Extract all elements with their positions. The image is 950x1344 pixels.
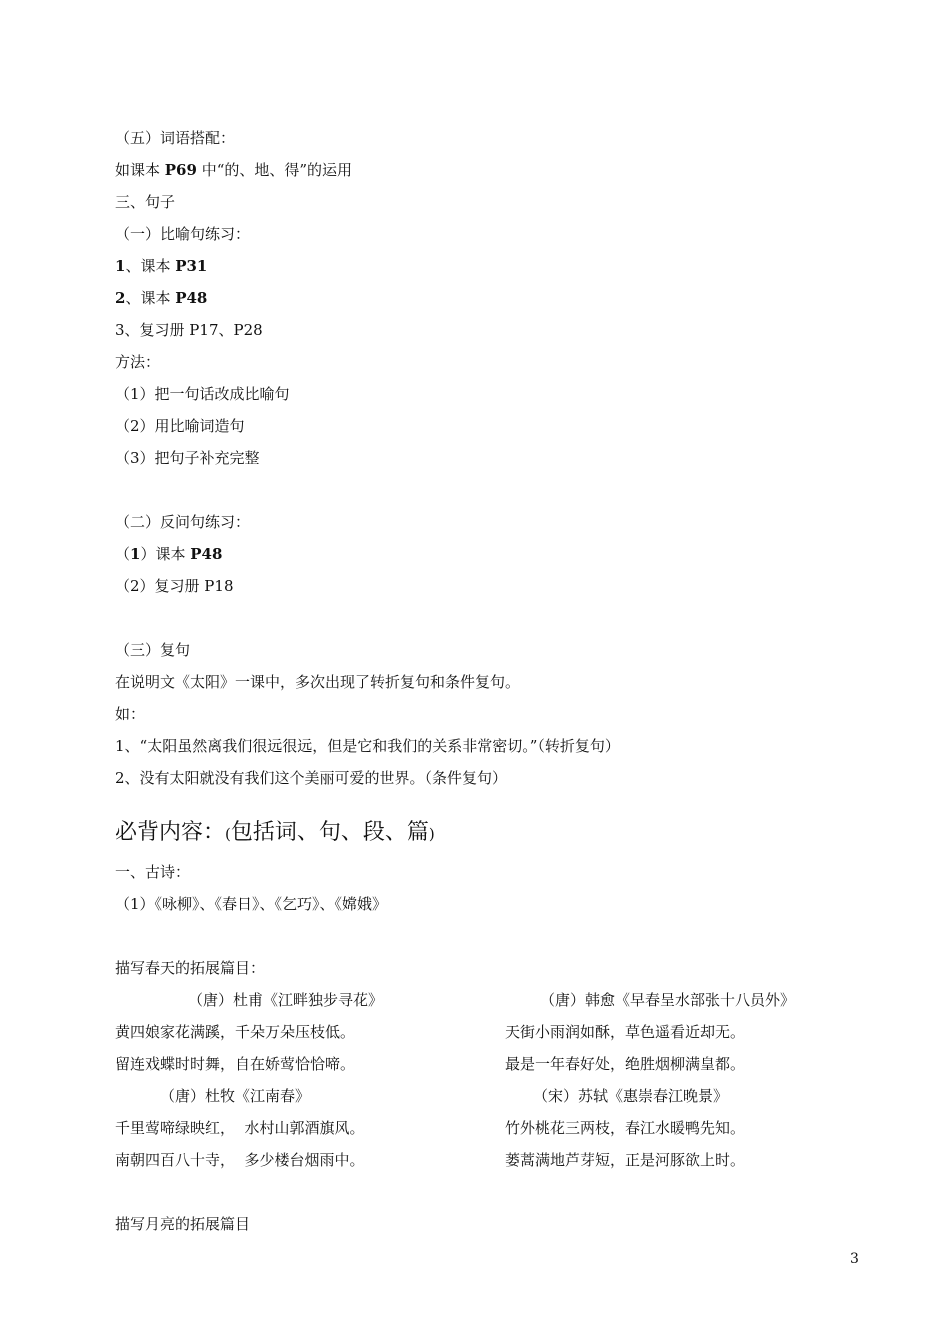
paragraph: 在说明文《太阳》一课中，多次出现了转折复句和条件复句。	[115, 673, 521, 691]
ancient-poems-heading: 一、古诗：	[115, 863, 191, 881]
poem-line: 竹外桃花三两枝，春江水暖鸭先知。	[505, 1119, 746, 1137]
list-item: （2）复习册 P18	[115, 577, 234, 595]
textbook-reference-line: 如课本 P69 中“的、地、得”的运用	[115, 161, 353, 179]
memorize-heading: 必背内容：(包括词、句、段、篇)	[115, 820, 435, 845]
ancient-poems-list: （1）《咏柳》、《春日》、《乞巧》、《嫦娥》	[115, 895, 388, 913]
example-sentence: 2、没有太阳就没有我们这个美丽可爱的世界。（条件复句）	[115, 769, 508, 787]
moon-extension-heading: 描写月亮的拓展篇目	[115, 1215, 251, 1233]
list-item: （1）把一句话改成比喻句	[115, 385, 290, 403]
method-label: 方法：	[115, 353, 161, 371]
page-number: 3	[850, 1251, 859, 1267]
example-label: 如：	[115, 705, 146, 723]
list-item: 2、课本 P48	[115, 289, 208, 307]
list-item: （1）课本 P48	[115, 545, 223, 563]
simile-practice-heading: （一）比喻句练习：	[115, 225, 251, 243]
poem-line: 最是一年春好处，绝胜烟柳满皇都。	[505, 1055, 746, 1073]
list-item: 3、复习册 P17、P28	[115, 321, 263, 339]
rhetorical-question-heading: （二）反问句练习：	[115, 513, 251, 531]
poem-line: 天街小雨润如酥，草色遥看近却无。	[505, 1023, 746, 1041]
poem-title: （唐）杜甫《江畔独步寻花》	[188, 991, 384, 1009]
poem-title: （宋）苏轼《惠崇春江晚景》	[533, 1087, 729, 1105]
poem-title: （唐）韩愈《早春呈水部张十八员外》	[540, 991, 796, 1009]
list-item: 1、课本 P31	[115, 257, 208, 275]
poem-line: 留连戏蝶时时舞，自在娇莺恰恰啼。	[115, 1055, 356, 1073]
example-sentence: 1、“太阳虽然离我们很远很远，但是它和我们的关系非常密切。”（转折复句）	[115, 737, 620, 755]
list-item: （3）把句子补充完整	[115, 449, 260, 467]
poem-line: 蒌蒿满地芦芽短，正是河豚欲上时。	[505, 1151, 746, 1169]
section-sentences: 三、句子	[115, 193, 176, 211]
section-word-collocation: （五）词语搭配：	[115, 129, 236, 147]
poem-line: 南朝四百八十寺， 多少楼台烟雨中。	[115, 1151, 365, 1169]
poem-line: 千里莺啼绿映红， 水村山郭酒旗风。	[115, 1119, 365, 1137]
spring-extension-heading: 描写春天的拓展篇目：	[115, 959, 266, 977]
poem-title: （唐）杜牧《江南春》	[160, 1087, 311, 1105]
complex-sentence-heading: （三）复句	[115, 641, 191, 659]
poem-line: 黄四娘家花满蹊，千朵万朵压枝低。	[115, 1023, 356, 1041]
list-item: （2）用比喻词造句	[115, 417, 245, 435]
